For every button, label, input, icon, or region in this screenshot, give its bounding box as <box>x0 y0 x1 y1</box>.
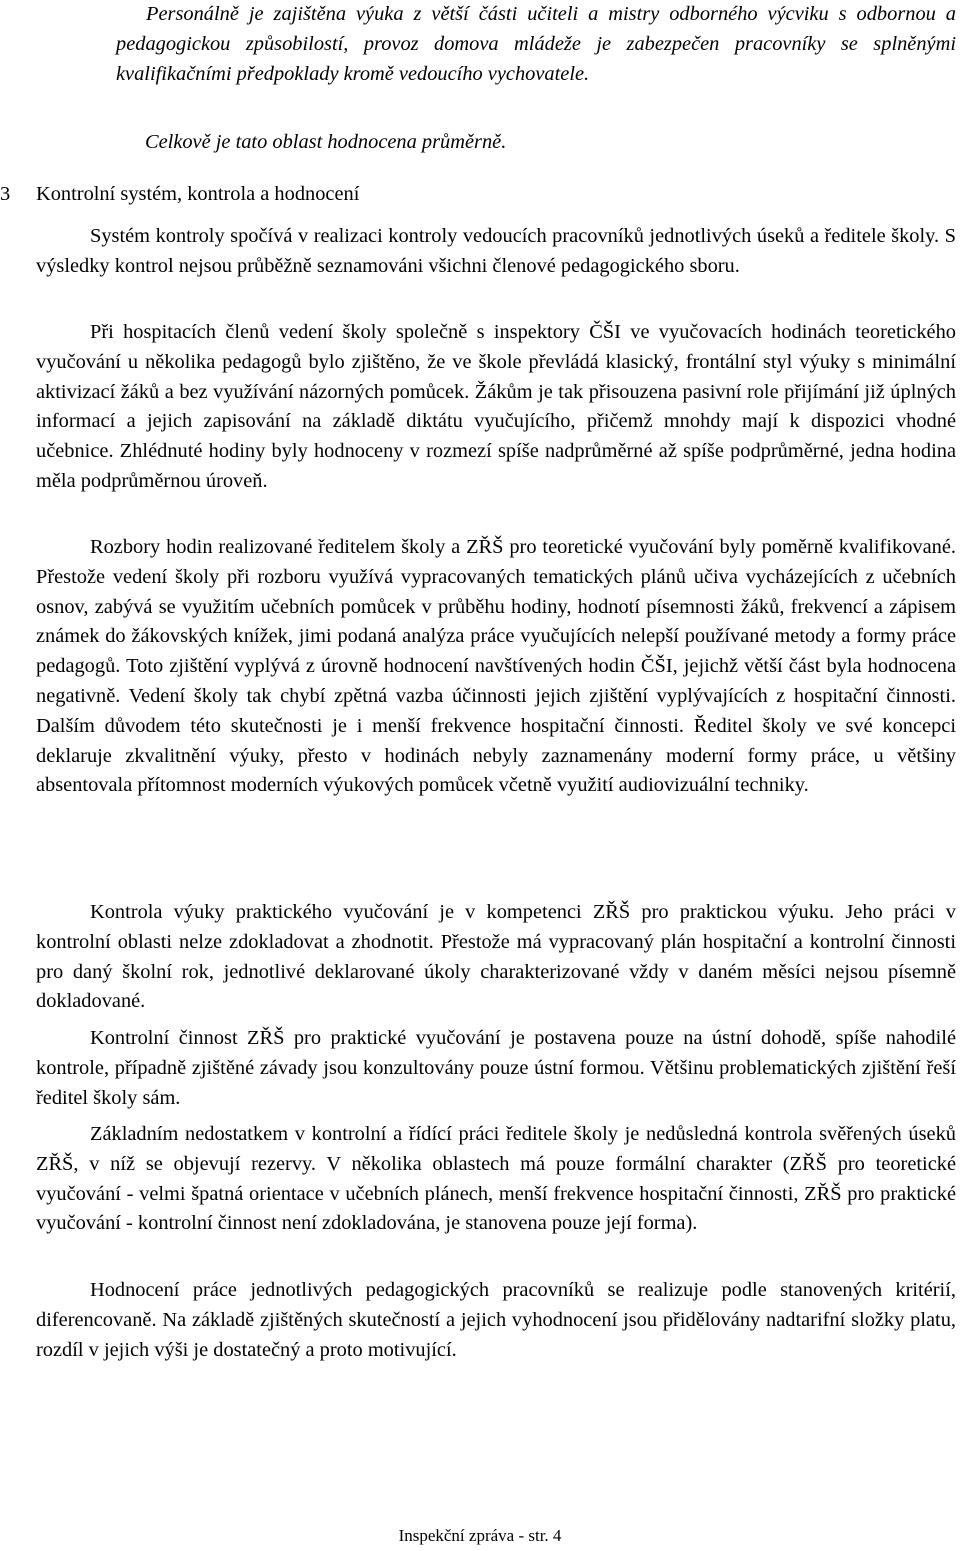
body-paragraph: Při hospitacích členů vedení školy společně s inspektory ČŠI ve vyučovacích hodinách teoretického vyučování u několika pedagogů bylo zjištěno, že ve škole převládá klasický, frontální styl výuky s minimální aktivizací žáků a bez využívání názorných pomůcek. Žákům je tak přisouzena pasivní role přijímání již úplných informací a jejich zapisování na základě diktátu vyučujícího, přičemž mnohdy mají k dispozici vhodné učebnice. Zhlédnuté hodiny byly hodnoceny v rozmezí spíše nadprůměrné až spíše podprůměrné, jedna hodina měla podprůměrnou úroveň. <box>36 321 956 492</box>
body-paragraph: Rozbory hodin realizované ředitelem školy a ZŘŠ pro teoretické vyučování byly poměrně kvalifikované. Přestože vedení školy při rozboru využívá vypracovaných tematických plánů učiva vycházejících z učebních osnov, zabývá se využitím učebních pomůcek v průběhu hodiny, hodnotí písemnosti žáků, frekvencí a zápisem známek do žákovských knížek, jimi podaná analýza práce vyučujících nelepší používané metody a formy práce pedagogů. Toto zjištění vyplývá z úrovně hodnocení navštívených hodin ČŠI, jejichž větší část byla hodnocena negativně. Vedení školy tak chybí zpětná vazba účinnosti jejich zjištění vyplývajících z hospitační činnosti. Dalším důvodem této skutečnosti je i menší frekvence hospitační činnosti. Ředitel školy ve své koncepci deklaruje zkvalitnění výuky, přesto v hodinách nebyly zaznamenány moderní formy práce, u většiny absentovala přítomnost moderních výukových pomůcek včetně využití audiovizuální techniky. <box>36 536 956 797</box>
body-paragraph: Systém kontroly spočívá v realizaci kontroly vedoucích pracovníků jednotlivých úseků a ředitele školy. S výsledky kontrol nejsou průběžně seznamováni všichni členové pedagogického sboru. <box>36 225 956 277</box>
body-paragraph: Hodnocení práce jednotlivých pedagogických pracovníků se realizuje podle stanovených kritérií, diferencovaně. Na základě zjištěných skutečností a jejich vyhodnocení jsou přidělovány nadtarifní složky platu, rozdíl v jejich výši je dostatečný a proto motivující. <box>36 1279 956 1361</box>
body-paragraph: Kontrola výuky praktického vyučování je v kompetenci ZŘŠ pro praktickou výuku. Jeho práci v kontrolní oblasti nelze zdokladovat a zhodnotit. Přestože má vypracovaný plán hospitační a kontrolní činnosti pro daný školní rok, jednotlivé deklarované úkoly charakterizované vždy v daném měsíci nejsou písemně dokladované. <box>36 901 956 1013</box>
section-title: Kontrolní systém, kontrola a hodnocení <box>36 183 360 205</box>
body-paragraph: Kontrolní činnost ZŘŠ pro praktické vyučování je postavena pouze na ústní dohodě, spíše nahodilé kontrole, případně zjištěné závady jsou konzultovány pouze ústní formou. Většinu problematických zjištění řeší ředitel školy sám. <box>36 1027 956 1109</box>
body-paragraph: Základním nedostatkem v kontrolní a řídící práci ředitele školy je nedůsledná kontrola svěřených úseků ZŘŠ, v níž se objevují rezervy. V několika oblastech má pouze formální charakter (ZŘŠ pro teoretické vyučování - velmi špatná orientace v učebních plánech, menší frekvence hospitační činnosti, ZŘŠ pro praktické vyučování - kontrolní činnost není zdokladována, je stanovena pouze její forma). <box>36 1123 956 1235</box>
overall-assessment: Celkově je tato oblast hodnocena průměrně. <box>145 131 507 153</box>
page-footer: Inspekční zpráva - str. 4 <box>398 1526 562 1545</box>
section-number: 3 <box>0 183 11 205</box>
section-heading <box>0 180 359 210</box>
intro-paragraph: Personálně je zajištěna výuka z větší části učiteli a mistry odborného výcviku s odbornou a pedagogickou způsobilostí, provoz domova mládeže je zabezpečen pracovníky se splněnými kvalifikačními předpoklady kromě vedoucího vychovatele. <box>116 3 956 85</box>
